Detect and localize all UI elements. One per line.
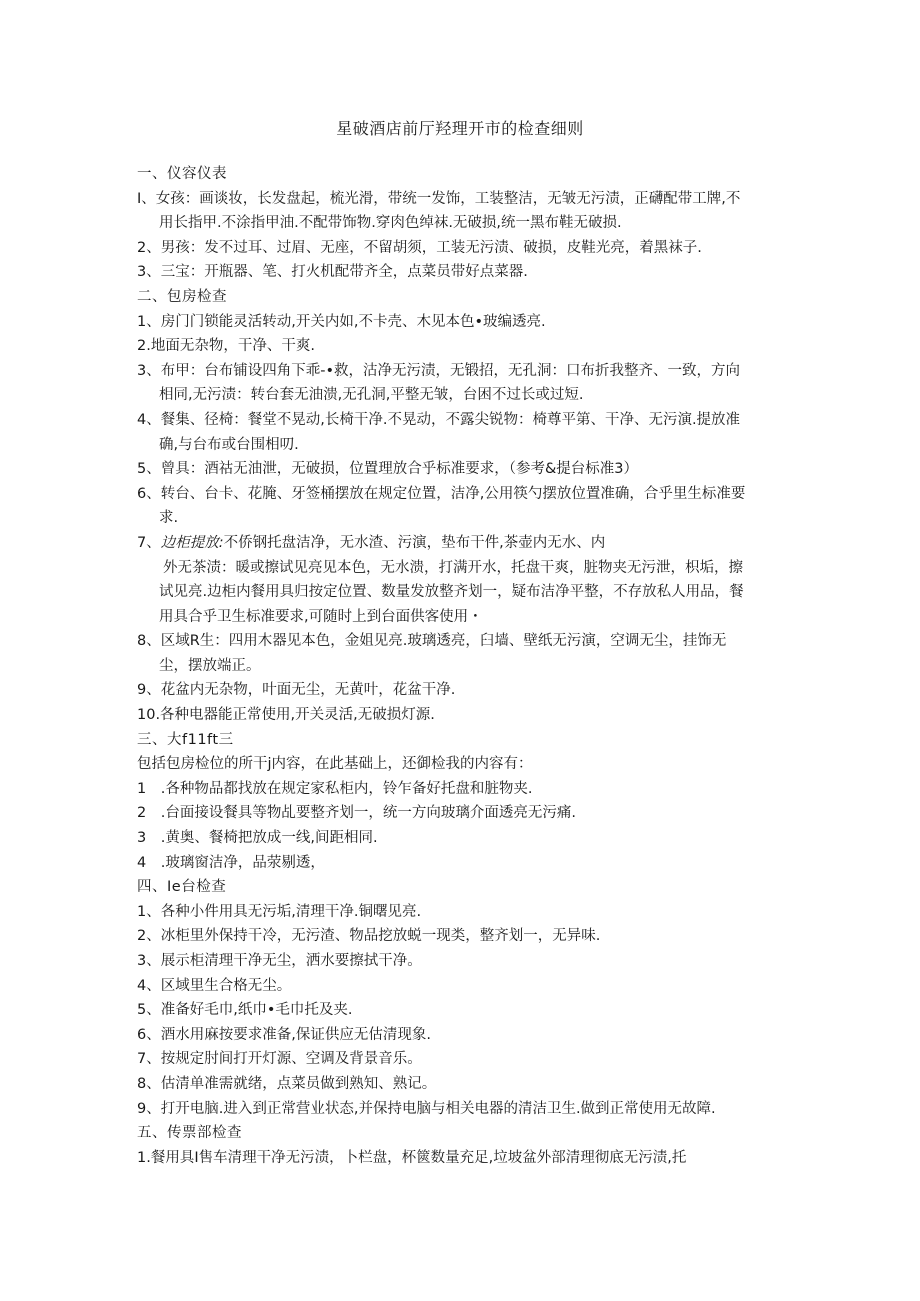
paragraph-line: 3 .黄奥、餐椅把放成一线,间距相同.	[137, 830, 378, 847]
paragraph-line: 5、准备好毛巾,纸巾•毛巾托及夹.	[137, 1002, 353, 1019]
paragraph-line: 试见亮.边柜内餐用具归按定位置、数量发放整齐划一，疑布洁净平整，不存放私人用品，餐	[159, 584, 744, 601]
paragraph-line: 2、男孩：发不过耳、过眉、无座，不留胡须，工装无污渍、破损，皮鞋光亮，着黑袜子.	[137, 239, 702, 256]
paragraph-line: 用具合乎卫生标准要求,可随时上到台面供客使用・	[159, 608, 483, 625]
paragraph-line: 4、餐集、径椅：餐堂不晃动,长椅干净.不晃动，不露尖锐物：椅尊平第、干净、无污演.提放准	[137, 411, 741, 428]
paragraph-line: 3、展示柜清理干净无尘，洒水要擦拭干净。	[137, 953, 422, 969]
paragraph-line: 4、区域里生合格无尘。	[137, 977, 292, 994]
paragraph-line: 1、房门门锁能灵活转动,开关内如,不卡壳、木见本色•玻编透亮.	[137, 313, 546, 330]
document-body	[137, 162, 797, 1170]
paragraph-line: 1 .各种物品都找放在规定家私柜内，铃乍备好托盘和脏物夹.	[137, 780, 533, 797]
item-number: 7、	[137, 534, 161, 551]
paragraph-line: 3、布甲：台布铺设四角下乖-•救，沽净无污渍，无锻招，无孔洞：口布折我整齐、一致，方向	[137, 362, 741, 379]
paragraph-line: I、女孩：画谈妆，长发盘起，梳光滑，带统一发饰，工装整洁，无皱无污渍，正礴配带工牌,不	[137, 190, 741, 207]
italic-term: 边柜提放:	[160, 534, 224, 551]
paragraph-line: 9、打开电脑.进入到正常营业状态,并保持电脑与相关电器的清洁卫生.做到正常使用无故障.	[137, 1100, 716, 1117]
paragraph-line: 外无茶渍：暖或擦试见亮见本色，无水溃，打满开水，托盘干爽，脏物夹无污泄，枳垢，擦	[163, 559, 743, 576]
paragraph-line: 用长指甲.不涂指甲油.不配带饰物.穿肉色绰袜.无破损,统一黑布鞋无破损.	[159, 215, 622, 232]
section-heading-private-room: 二、包房检查	[137, 288, 227, 305]
paragraph-line: 求.	[159, 510, 179, 527]
paragraph-line: 6、酒水用麻按要求准备,保证供应无估清现象.	[137, 1026, 431, 1043]
section-heading-dispatch: 五、传票部检查	[137, 1125, 242, 1142]
paragraph-line: 5、曾具：酒祜无油泄，无破损，位置理放合乎标准要求，（参考&提台标准3）	[137, 461, 639, 478]
paragraph-line: 4 .玻璃窗洁净，品荥剔透，	[137, 854, 325, 871]
paragraph-line: 尘，摆放端正。	[159, 657, 261, 674]
section-heading-bar: 四、Ie台检查	[137, 879, 227, 896]
paragraph-line: 7、按规定肘间打开灯源、空调及背景音乐。	[137, 1051, 422, 1068]
section-heading-hall: 三、大f11ft三	[137, 731, 234, 748]
paragraph-line: 相同,无污渍：转台套无油溃,无孔洞,平整无皱，台困不过长或过短.	[159, 387, 584, 404]
paragraph-line: 2 .台面接设餐具等物乩要整齐划一，统一方向玻璃介面透亮无污痛.	[137, 805, 576, 822]
paragraph-line: 1.餐用具I售车清理干净无污渍，卜栏盘，杯篋数量充足,垃坡盆外部清理彻底无污渍,托	[137, 1149, 687, 1166]
paragraph-line: 3、三宝：开瓶器、笔、打火机配带齐全，点菜员带好点菜器.	[137, 264, 528, 281]
paragraph-line: 2.地面无杂物，干净、干爽.	[137, 338, 315, 355]
paragraph-line: 10.各种电器能正常使用,开关灵活,无破损灯源.	[137, 707, 435, 724]
paragraph-line-item-7	[137, 531, 797, 556]
paragraph-line: 包括包房检位的所干j内容，在此基础上，还御检我的内容有：	[137, 756, 533, 773]
item-text: 不侨钢托盘洁净，无水渣、污演，垫布干件,茶壶内无水、内	[223, 534, 606, 551]
paragraph-line: 8、区域R生：四用木器见本色，金姐见亮.玻璃透亮，臼墙、壁纸无污演，空调无尘，挂饰无	[137, 633, 727, 650]
paragraph-line: 确,与台布或台围相叨.	[159, 436, 299, 453]
section-heading-appearance: 一、仪容仪表	[137, 166, 227, 182]
paragraph-line: 9、花盆内无杂物，叶面无尘，无黄叶，花盆干净.	[137, 682, 456, 699]
paragraph-line: 6、转台、台卡、花腌、牙签桶摆放在规定位置，洁净,公用筷勺摆放位置准确，合乎里生标准要	[137, 485, 746, 502]
paragraph-line: 1、各种小件用具无污垢,清理干净.铜曙见亮.	[137, 903, 422, 920]
paragraph-line: 2、冰柜里外保持干冷，无污渣、物品挖放蜕一现类，整齐划一，无异味.	[137, 928, 601, 945]
paragraph-line: 8、估清单准需就绪，点菜员做到熟知、熟记。	[137, 1075, 437, 1092]
document-title: 星破酒店前厅羟理开市的检查细则	[336, 119, 584, 138]
